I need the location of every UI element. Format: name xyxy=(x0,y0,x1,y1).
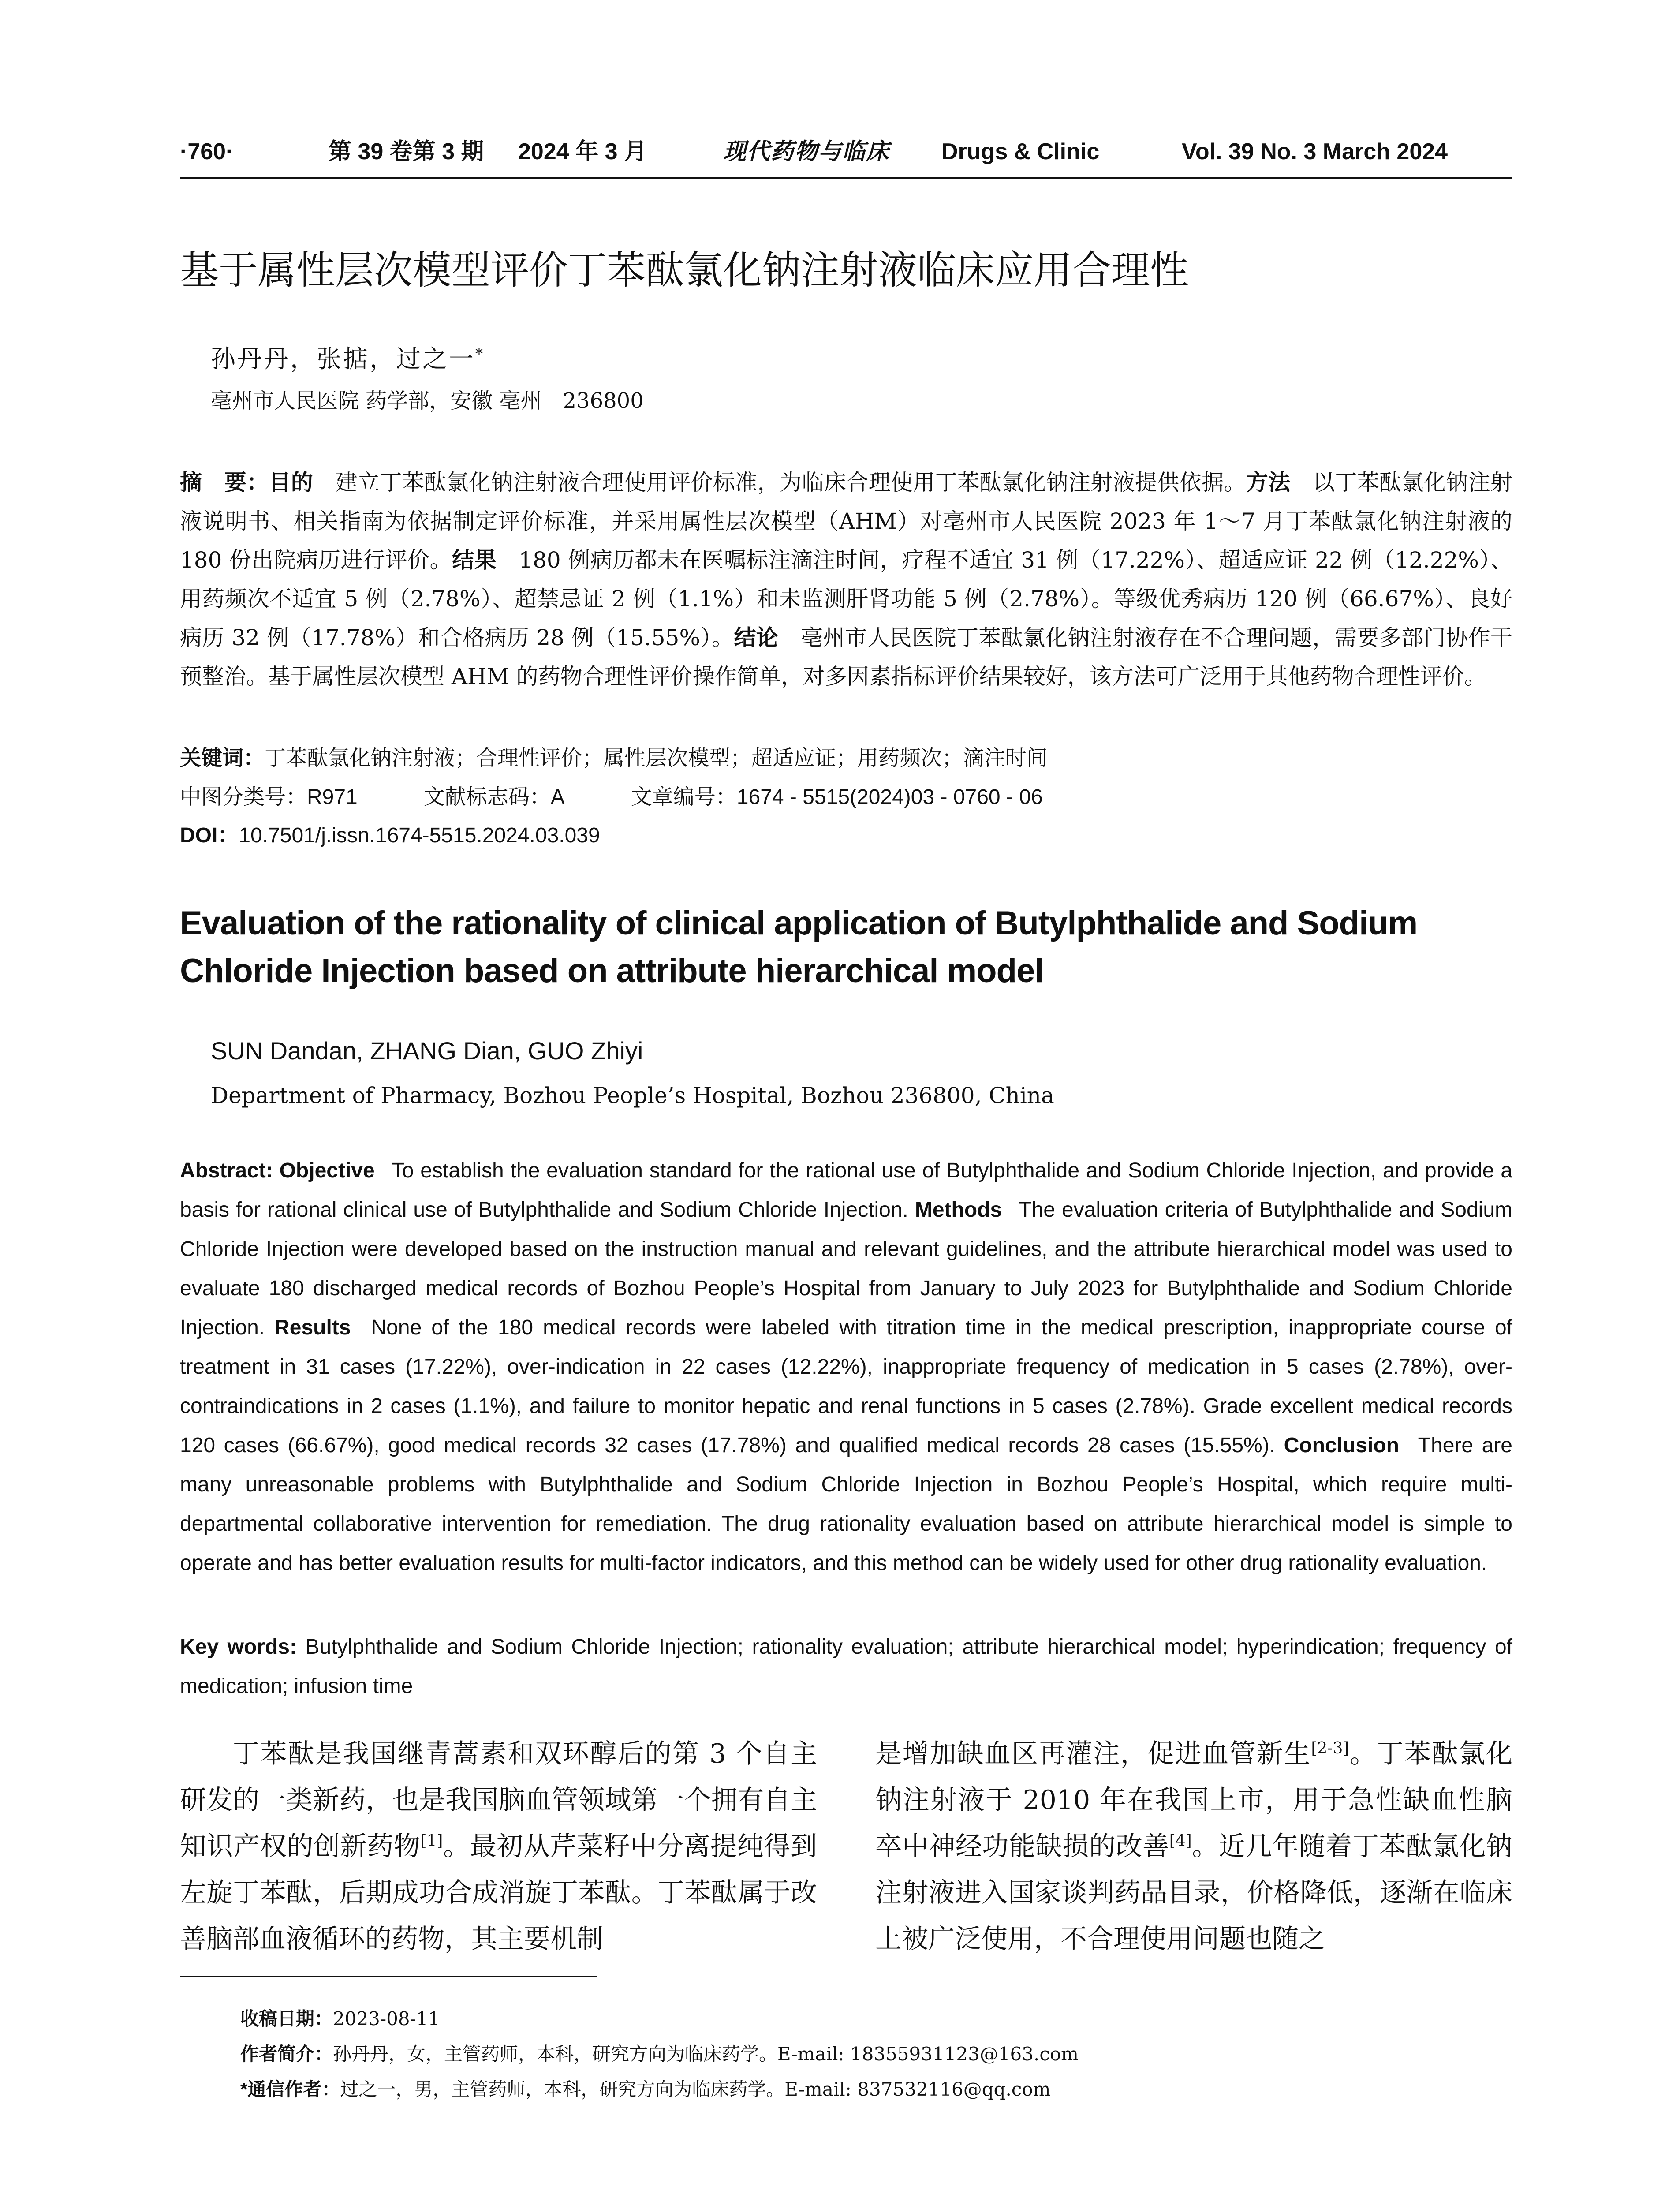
doi-link[interactable]: 10.7501/j.issn.1674-5515.2024.03.039 xyxy=(239,824,600,847)
methods-label-en: Methods xyxy=(915,1198,1002,1222)
affiliation-cn: 亳州市人民医院 药学部，安徽 亳州 236800 xyxy=(211,389,644,413)
received-label: 收稿日期： xyxy=(240,2008,333,2029)
objective-label-cn: 目的 xyxy=(269,470,314,495)
keywords-cn-label: 关键词： xyxy=(180,747,265,770)
abstract-cn xyxy=(180,463,1512,696)
body-right-text-c: 。近几年随着丁苯酞氯化钠注射液进入国家谈判药品目录，价格降低，逐渐在临床上被广泛使用，不合理使用问题也随之 xyxy=(875,1831,1513,1955)
results-cn: 180 例病历都未在医嘱标注滴注时间，疗程不适宜 31 例（17.22%）、超适应证 22 例（12.22%）、用药频次不适宜 5 例（2.78%）、超禁忌证 2 例（1.1%）和未监测肝肾功能 5 例（2.78%）。等级优秀病历 120 例（66.67%）、良好病历 32 例（17.78%）和合格病历 28 例（15.55%）。 xyxy=(180,547,1513,650)
doi-row xyxy=(180,818,600,848)
document-code: 文献标志码：A xyxy=(423,785,565,809)
conclusion-cn: 亳州市人民医院丁苯酞氯化钠注射液存在不合理问题，需要多部门协作干预整治。基于属性层次模型 AHM 的药物合理性评价操作简单，对多因素指标评价结果较好，该方法可广泛用于其他药物合理性评价。 xyxy=(180,625,1513,689)
methods-en: The evaluation criteria of Butylphthalide and Sodium Chloride Injection were developed based on the instruction manual and relevant guidelines, and the attribute hierarchical model was used to evaluate 180 discharged medical records of Bozhou People’s Hospital from January to July 2023 for Butylphthalide and Sodium Chloride Injection. xyxy=(180,1198,1513,1339)
body-right-text-b: 。丁苯酞氯化钠注射液于 2010 年在我国上市，用于急性缺血性脑卒中神经功能缺损的改善 xyxy=(875,1738,1513,1862)
keywords-en-label: Key words: xyxy=(180,1635,297,1659)
header-journal-cn: 现代药物与临床 xyxy=(723,138,890,165)
corresponding-mark: * xyxy=(475,345,485,363)
classification-row xyxy=(180,780,1109,810)
citation-1[interactable]: [1] xyxy=(420,1832,443,1850)
abstract-en xyxy=(180,1151,1512,1583)
header-rule xyxy=(180,177,1512,179)
objective-cn: 建立丁苯酞氯化钠注射液合理使用评价标准，为临床合理使用丁苯酞氯化钠注射液提供依据。 xyxy=(335,470,1246,495)
body-left-text-b: 。最初从芹菜籽中分离提纯得到左旋丁苯酞，后期成功合成消旋丁苯酞。丁苯酞属于改善脑部血液循环的药物，其主要机制 xyxy=(180,1831,818,1955)
objective-en: To establish the evaluation standard for the rational use of Butylphthalide and Sodium Chloride Injection, and provide a basis for rational clinical use of Butylphthalide and Sodium Chloride Injection. xyxy=(180,1159,1513,1222)
header-volume-en: Vol. 39 No. 3 March 2024 xyxy=(1182,139,1448,164)
keywords-en-text: Butylphthalide and Sodium Chloride Injection; rationality evaluation; attribute hierarchical model; hyperindication; frequency of medication; infusion time xyxy=(180,1635,1513,1698)
results-en: None of the 180 medical records were labeled with titration time in the medical prescription, inappropriate course of treatment in 31 cases (17.22%), over-indication in 22 cases (12.22%), inappropriate frequency of medication in 5 cases (2.78%), over-contraindications in 2 cases (1.1%), and failure to monitor hepatic and renal functions in 5 cases (2.78%). Grade excellent medical records 120 cases (66.67%), good medical records 32 cases (17.78%) and qualified medical records 28 cases (15.55%). xyxy=(180,1316,1512,1457)
article-title-cn: 基于属性层次模型评价丁苯酞氯化钠注射液临床应用合理性 xyxy=(180,248,1189,292)
header-journal-en: Drugs & Clinic xyxy=(941,139,1100,164)
header-date-cn: 2024 年 3 月 xyxy=(518,139,647,164)
article-title-en: Evaluation of the rationality of clinical application of Butylphthalide and Sodium Chloride Injection based on attribute hierarchical model xyxy=(180,904,1418,990)
clc-number: 中图分类号：R971 xyxy=(180,785,358,809)
corresponding-label: *通信作者： xyxy=(240,2079,340,2100)
footnote-received xyxy=(240,2004,440,2031)
authors-cn-names: 孙丹丹，张掂，过之一 xyxy=(211,345,475,374)
body-column-right xyxy=(875,1731,1512,1962)
authors-en: SUN Dandan, ZHANG Dian, GUO Zhiyi xyxy=(211,1037,643,1065)
header-volume-cn: 第 39 卷第 3 期 xyxy=(329,139,484,164)
abstract-en-label: Abstract: xyxy=(180,1159,273,1182)
keywords-cn xyxy=(180,741,1048,771)
objective-label-en: Objective xyxy=(279,1159,375,1182)
article-number: 文章编号：1674 - 5515(2024)03 - 0760 - 06 xyxy=(631,785,1043,809)
keywords-en xyxy=(180,1627,1512,1706)
doi-label: DOI： xyxy=(180,824,239,847)
body-column-left xyxy=(180,1731,817,1962)
body-right-text-a: 是增加缺血区再灌注，促进血管新生 xyxy=(875,1738,1311,1769)
author-bio: 孙丹丹，女，主管药师，本科，研究方向为临床药学。E-mail: 18355931123@163.com xyxy=(333,2043,1079,2065)
affiliation-en: Department of Pharmacy, Bozhou People’s Hospital, Bozhou 236800, China xyxy=(211,1083,1054,1108)
authors-cn xyxy=(211,340,485,375)
conclusion-en: There are many unreasonable problems with Butylphthalide and Sodium Chloride Injection in Bozhou People’s Hospital, which require multi-departmental collaborative intervention for remediation. The drug rationality evaluation based on attribute hierarchical model is simple to operate and has better evaluation results for multi-factor indicators, and this method can be widely used for other drug rationality evaluation. xyxy=(180,1434,1513,1575)
footnote-author xyxy=(240,2040,1079,2066)
received-date: 2023-08-11 xyxy=(333,2008,440,2029)
results-label-en: Results xyxy=(274,1316,351,1339)
footnote-rule xyxy=(180,1976,597,1977)
results-label-cn: 结果 xyxy=(452,548,497,572)
keywords-cn-text: 丁苯酞氯化钠注射液；合理性评价；属性层次模型；超适应证；用药频次；滴注时间 xyxy=(265,746,1048,770)
author-bio-label: 作者简介： xyxy=(240,2044,333,2064)
corresponding-bio: 过之一，男，主管药师，本科，研究方向为临床药学。E-mail: 837532116@qq.com xyxy=(340,2078,1051,2100)
footnote-corresponding xyxy=(240,2075,1050,2101)
citation-2-3[interactable]: [2-3] xyxy=(1311,1739,1349,1757)
citation-4[interactable]: [4] xyxy=(1169,1832,1192,1850)
methods-cn: 以丁苯酞氯化钠注射液说明书、相关指南为依据制定评价标准，并采用属性层次模型（AHM）对亳州市人民医院 2023 年 1～7 月丁苯酞氯化钠注射液的 180 份出院病历进行评价。 xyxy=(180,470,1513,573)
methods-label-cn: 方法 xyxy=(1246,470,1291,495)
page-number: ·760· xyxy=(180,139,234,164)
body-left-text-a: 丁苯酞是我国继青蒿素和双环醇后的第 3 个自主研发的一类新药，也是我国脑血管领域第一个拥有自主知识产权的创新药物 xyxy=(180,1738,817,1862)
conclusion-label-en: Conclusion xyxy=(1284,1434,1399,1457)
conclusion-label-cn: 结论 xyxy=(734,625,779,650)
abstract-cn-label: 摘 要： xyxy=(180,470,269,495)
